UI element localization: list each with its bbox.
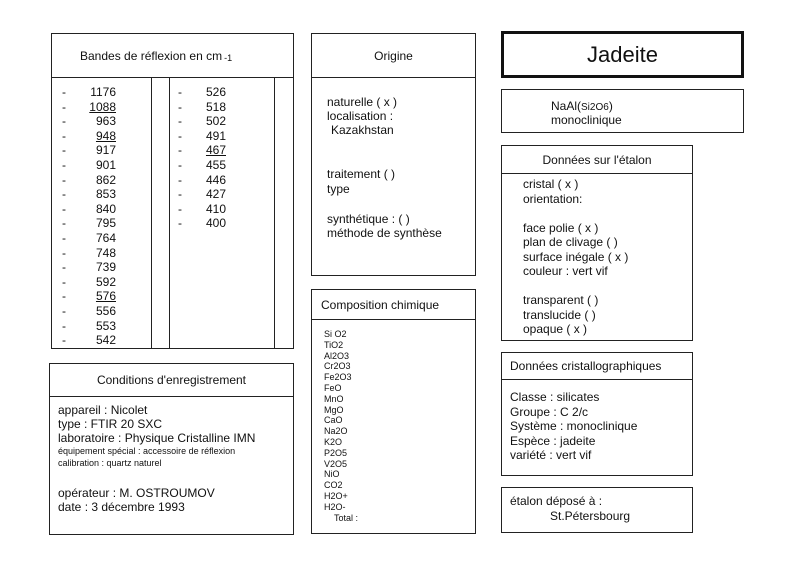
band-value: 467: [205, 143, 226, 158]
conditions-equipement: équipement spécial : accessoire de réflexion: [58, 446, 236, 456]
band-value: 491: [205, 128, 226, 143]
band-value: 542: [95, 333, 116, 348]
conditions-operateur: opérateur : M. OSTROUMOV: [58, 486, 215, 500]
band-value: 901: [95, 157, 116, 172]
composition-header: [312, 290, 475, 320]
band-dash: -: [178, 143, 182, 158]
band-dash: -: [178, 201, 182, 216]
band-row: [178, 129, 226, 144]
etalon-line: transparent ( ): [523, 293, 599, 307]
origine-methode: méthode de synthèse: [327, 226, 442, 240]
mineral-name: Jadeite: [587, 41, 658, 67]
etalon-line: opaque ( x ): [523, 322, 588, 336]
composition-item: Si O2: [324, 329, 347, 339]
composition-title: Composition chimique: [321, 297, 440, 312]
band-dash: -: [62, 274, 66, 289]
band-dash: -: [62, 333, 66, 348]
bands-divider-3: [274, 78, 275, 348]
band-row: [62, 260, 116, 275]
band-row: [62, 304, 116, 319]
band-row: [62, 143, 116, 158]
band-value: 795: [95, 216, 116, 231]
band-value: 556: [95, 303, 116, 318]
band-value: 502: [205, 114, 226, 129]
band-dash: -: [62, 303, 66, 318]
etalon-line: plan de clivage ( ): [523, 235, 618, 249]
cristallo-header: [502, 353, 692, 380]
conditions-date: date : 3 décembre 1993: [58, 500, 185, 514]
composition-panel: [311, 289, 476, 534]
band-row: [178, 216, 226, 231]
band-row: [62, 114, 116, 129]
band-row: [62, 216, 116, 231]
cristallo-panel: [501, 352, 693, 476]
etalon-lines: [523, 177, 628, 337]
bands-header: [52, 34, 293, 78]
band-row: [62, 202, 116, 217]
band-value: 427: [205, 187, 226, 202]
band-row: [178, 187, 226, 202]
bands-title: Bandes de réflexion en cm: [80, 48, 223, 63]
band-row: [62, 231, 116, 246]
band-row: [62, 85, 116, 100]
etalon-title: Données sur l'étalon: [542, 152, 652, 167]
band-value: 446: [205, 172, 226, 187]
band-dash: -: [62, 128, 66, 143]
etalon-line: [523, 279, 628, 294]
cristallo-line: Système : monoclinique: [510, 419, 638, 433]
conditions-panel: [49, 363, 294, 535]
composition-item: Na2O: [324, 426, 348, 437]
band-dash: -: [62, 157, 66, 172]
band-dash: -: [62, 318, 66, 333]
band-value: 853: [95, 187, 116, 202]
mineral-title-box: [501, 31, 744, 78]
etalon-line: surface inégale ( x ): [523, 249, 629, 264]
band-dash: -: [62, 187, 66, 202]
band-value: 739: [95, 260, 116, 275]
conditions-calibration: calibration : quartz naturel: [58, 458, 162, 468]
composition-items: [324, 329, 358, 523]
band-row: [62, 100, 116, 115]
band-value: 862: [95, 172, 116, 187]
composition-item: CO2: [324, 480, 343, 491]
bands-column-2: [178, 85, 226, 231]
cristallo-line: Groupe : C 2/c: [510, 404, 589, 419]
band-value: 840: [95, 201, 116, 216]
band-row: [62, 289, 116, 304]
conditions-laboratoire: laboratoire : Physique Cristalline IMN: [58, 431, 256, 445]
origine-header: [312, 34, 475, 78]
depot-panel: [501, 487, 693, 533]
band-dash: -: [178, 128, 182, 143]
bands-panel: [51, 33, 294, 349]
band-dash: -: [62, 216, 66, 231]
band-dash: -: [62, 201, 66, 216]
composition-item: P2O5: [324, 447, 348, 458]
band-value: 455: [205, 157, 226, 172]
band-dash: -: [178, 187, 182, 202]
etalon-line: [523, 206, 628, 221]
composition-item: K2O: [324, 436, 343, 447]
band-value: 963: [95, 114, 116, 129]
band-dash: -: [62, 85, 66, 99]
formula-end: ): [608, 99, 613, 113]
etalon-line: translucide ( ): [523, 307, 596, 322]
band-value: 1176: [90, 85, 116, 99]
band-row: [62, 333, 116, 348]
band-dash: -: [178, 114, 182, 129]
band-dash: -: [178, 85, 182, 99]
band-value: 592: [95, 274, 116, 289]
origine-synthetique: synthétique : ( ): [327, 212, 410, 226]
etalon-line: couleur : vert vif: [523, 264, 608, 278]
composition-item: CaO: [324, 415, 343, 426]
etalon-line: orientation:: [523, 191, 583, 206]
band-value: 917: [95, 143, 116, 158]
origine-traitement: traitement ( ): [327, 167, 396, 181]
composition-item: Al2O3: [324, 350, 350, 361]
formula-panel: [501, 89, 744, 133]
band-dash: -: [62, 230, 66, 245]
band-value: 526: [205, 85, 226, 99]
band-row: [62, 173, 116, 188]
band-dash: -: [178, 99, 182, 114]
composition-total: Total :: [334, 512, 359, 523]
cristallo-line: variété : vert vif: [510, 448, 592, 462]
band-row: [178, 158, 226, 173]
band-row: [178, 114, 226, 129]
band-dash: -: [178, 157, 182, 172]
band-value: 400: [205, 216, 226, 231]
conditions-type: type : FTIR 20 SXC: [58, 417, 163, 431]
etalon-line: face polie ( x ): [523, 220, 599, 235]
band-dash: -: [62, 114, 66, 129]
band-dash: -: [178, 216, 182, 231]
band-value: 518: [205, 99, 226, 114]
bands-divider-1: [151, 78, 152, 348]
formula-main: NaAl(: [551, 99, 582, 113]
conditions-title: Conditions d'enregistrement: [96, 373, 247, 387]
band-value: 553: [95, 318, 116, 333]
band-value: 1088: [89, 99, 116, 114]
band-row: [178, 173, 226, 188]
band-row: [62, 129, 116, 144]
band-dash: -: [62, 289, 66, 304]
cristallo-line: Classe : silicates: [510, 390, 600, 404]
band-row: [178, 85, 226, 100]
origine-naturelle: naturelle ( x ): [327, 95, 398, 109]
composition-item: FeO: [324, 382, 342, 393]
origine-localisation: localisation :: [327, 109, 394, 123]
composition-item: Cr2O3: [324, 361, 351, 372]
cristallo-line: Espèce : jadeite: [510, 433, 596, 448]
band-row: [62, 319, 116, 334]
band-dash: -: [62, 245, 66, 260]
band-row: [62, 246, 116, 261]
origine-type: type: [327, 182, 350, 196]
origine-place: Kazakhstan: [331, 123, 394, 137]
depot-label: étalon déposé à :: [510, 494, 603, 508]
band-dash: -: [62, 260, 66, 275]
band-value: 748: [95, 245, 116, 260]
band-value: 764: [95, 230, 116, 245]
band-row: [178, 202, 226, 217]
band-row: [62, 275, 116, 290]
band-row: [178, 143, 226, 158]
conditions-header: [50, 364, 293, 397]
etalon-header: [502, 146, 692, 174]
conditions-appareil: appareil : Nicolet: [58, 403, 148, 417]
origine-panel: [311, 33, 476, 276]
band-value: 576: [95, 289, 116, 304]
band-dash: -: [62, 99, 66, 114]
bands-column-1: [62, 85, 116, 348]
composition-item: MgO: [324, 404, 344, 415]
origine-title: Origine: [374, 48, 413, 63]
composition-item: H2O-: [324, 501, 346, 512]
band-value: 948: [95, 128, 116, 143]
bands-divider-2: [169, 78, 170, 348]
composition-item: NiO: [324, 469, 340, 480]
band-row: [62, 158, 116, 173]
band-dash: -: [178, 172, 182, 187]
formula-system: monoclinique: [551, 113, 622, 127]
band-value: 410: [205, 201, 226, 216]
band-row: [178, 100, 226, 115]
composition-item: V2O5: [324, 458, 348, 469]
bands-title-unit: -1: [224, 52, 233, 63]
composition-item: TiO2: [324, 339, 344, 350]
etalon-line: cristal ( x ): [523, 177, 579, 191]
cristallo-lines: [510, 390, 637, 463]
composition-item: Fe2O3: [324, 372, 352, 383]
composition-item: H2O+: [324, 490, 348, 501]
band-dash: -: [62, 172, 66, 187]
formula-sub: Si2O6: [581, 102, 609, 113]
composition-item: MnO: [324, 393, 344, 404]
band-row: [62, 187, 116, 202]
band-dash: -: [62, 143, 66, 158]
depot-place: St.Pétersbourg: [550, 509, 631, 523]
cristallo-title: Données cristallographiques: [510, 359, 662, 373]
etalon-panel: [501, 145, 693, 341]
